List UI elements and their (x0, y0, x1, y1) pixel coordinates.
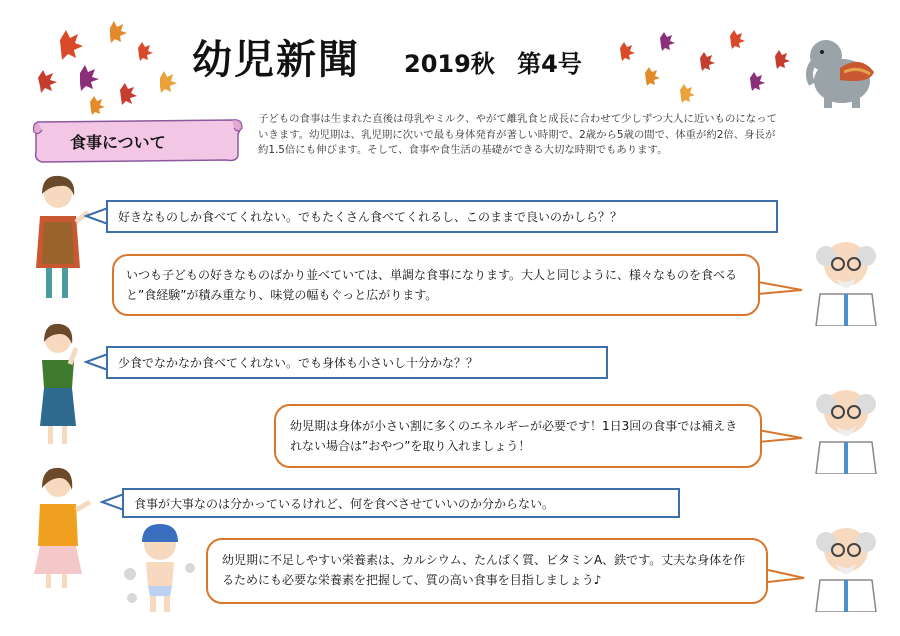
doctor-answer-3: 幼児期に不足しやすい栄養素は、カルシウム、たんぱく質、ビタミンA、鉄です。丈夫な身体を作るためにも必要な栄養素を把握して、質の高い食事を目指しましょう♪ (206, 538, 768, 604)
mother-illustration-3 (28, 462, 98, 590)
section-heading: 食事について (70, 133, 166, 152)
intro-paragraph: 子どもの食事は生まれた直後は母乳やミルク、やがて離乳食と成長に合わせて少しずつ大人に近いものになっていきます。幼児期は、乳児期に次いで最も身体発育が著しい時期で、2歳から5歳の間で、体重が約2倍、身長が約1.5倍にも伸びます。そして、食事や食生活の基礎ができる大切な時期でもあります。 (258, 113, 777, 156)
bubble-tail-4 (756, 426, 804, 446)
doctor-illustration-3 (806, 520, 884, 612)
mother-illustration-2 (30, 318, 90, 448)
bubble-tail-6 (766, 566, 806, 586)
mother-question-1: 好きなものしか食べてくれない。でもたくさん食べてくれるし、このままで良いのかしら？？ (106, 200, 778, 233)
autumn-leaves-right (600, 28, 800, 108)
doctor-illustration-2 (806, 382, 884, 474)
doctor-illustration-1 (806, 234, 884, 326)
elephant-illustration (800, 26, 880, 110)
doctor-answer-1: いつも子どもの好きなものばかり並べていては、単調な食事になります。大人と同じように、様々なものを食べると”食経験”が積み重なり、味覚の幅もぐっと広がります。 (112, 254, 760, 316)
bubble-tail-2 (756, 278, 804, 298)
mother-illustration-1 (24, 172, 94, 308)
issue-info (404, 44, 596, 79)
doctor-answer-2: 幼児期は身体が小さい割に多くのエネルギーが必要です！1日3回の食事では補えきれない場合は”おやつ”を取り入れましょう！ (274, 404, 762, 468)
newsletter-title: 幼児新聞 (192, 37, 360, 83)
autumn-leaves-left (20, 18, 190, 118)
year-season: 2019秋 (404, 50, 495, 78)
mother-question-2: 少食でなかなか食べてくれない。でも身体も小さいし十分かな？？ (106, 346, 608, 379)
issue-number: 第4号 (517, 50, 582, 78)
mother-question-3: 食事が大事なのは分かっているけれど、何を食べさせていいのか分からない。 (122, 488, 680, 518)
child-illustration (120, 520, 202, 616)
